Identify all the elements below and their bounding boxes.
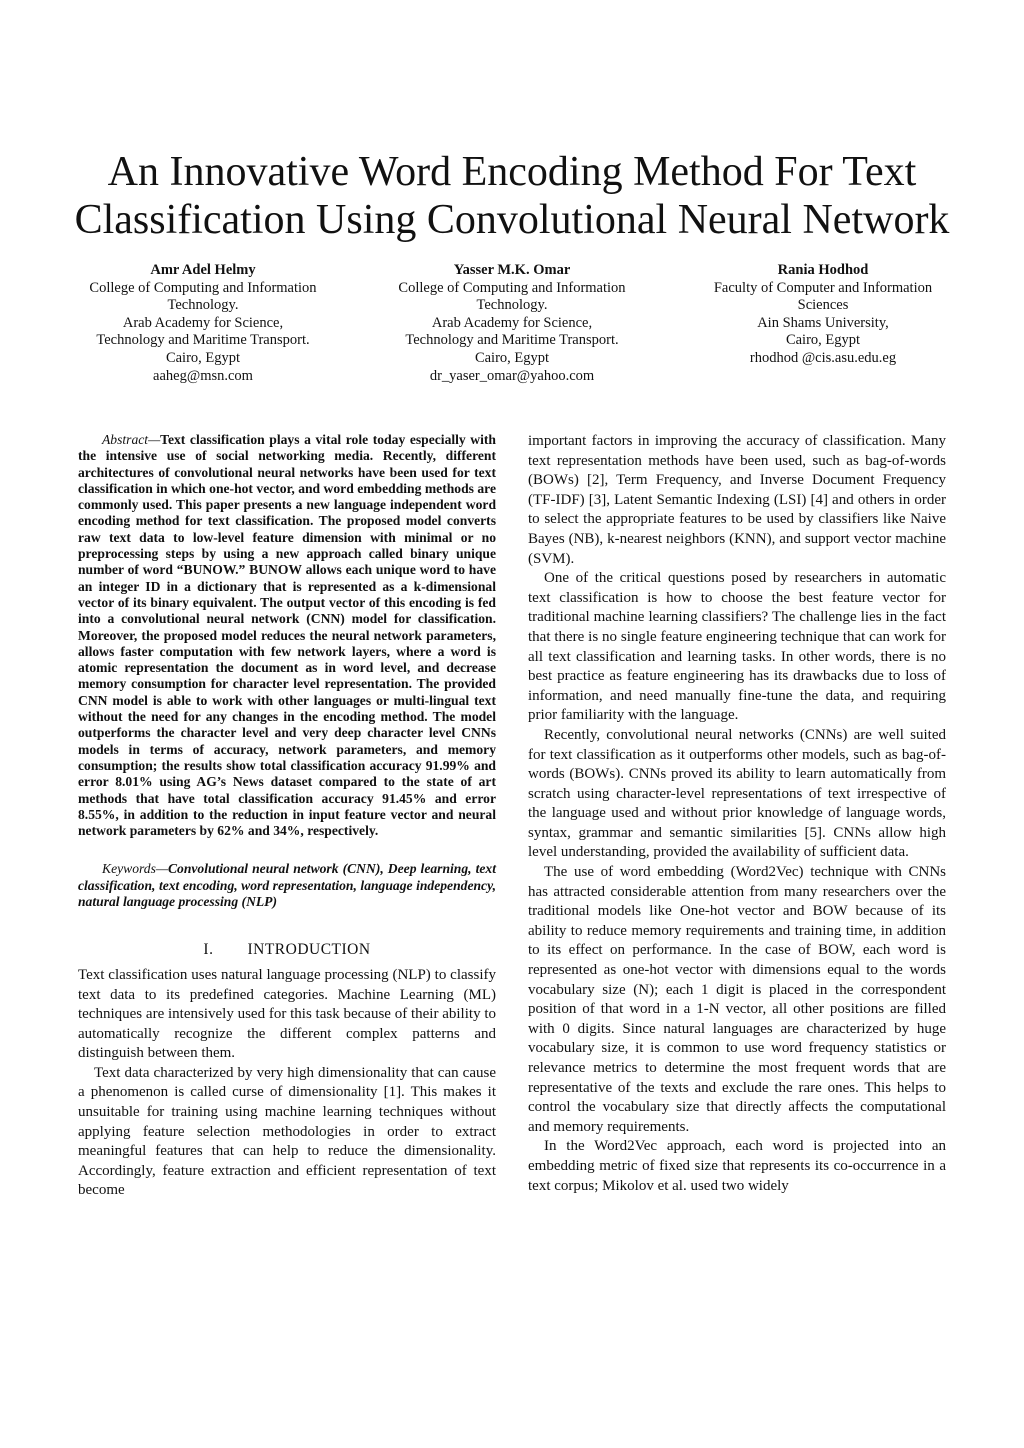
title-line-1: An Innovative Word Encoding Method For Text <box>107 149 917 196</box>
abstract-text: Text classification plays a vital role today especially with the intensive use of social networking media. Recently, different architectures of convolutional neural networks have been used for text classification in which one-hot vector, and word embedding methods are commonly used. This paper presents a new language independent word encoding method for text classification. The proposed model converts raw text data to low-level feature dimension with minimal or no preprocessing steps by using a new approach called binary unique number of word “BUNOW.” BUNOW allows each unique word to have an integer ID in a dictionary that is represented as a k-dimensional vector of its binary equivalent. The output vector of this encoding is fed into a convolutional neural network (CNN) model for classification. Moreover, the proposed model reduces the neural network parameters, allows faster computation with few network layers, where a word is atomic representation the document as in word level, and decrease memory consumption for character level representation. The provided CNN model is able to work with other languages or multi-lingual text without the need for any changes in the encoding method. The model outperforms the character level and very deep character level CNNs models in terms of accuracy, network parameters, and memory consumption; the results show total classification accuracy 91.99% and error 8.01% using AG’s News dataset compared to the state of art methods that have total classification accuracy 91.45% and error 8.55%, in addition to the reduction in input feature vector and neural network parameters by 62% and 34%, respectively. <box>78 432 496 839</box>
author-affiliation: Arab Academy for Science, <box>122 314 284 331</box>
left-column <box>78 432 496 1201</box>
author-1 <box>68 262 338 385</box>
author-affiliation: Arab Academy for Science, <box>431 314 593 331</box>
abstract <box>78 432 496 839</box>
author-affiliation: Sciences <box>797 297 849 314</box>
author-affiliation: Cairo, Egypt <box>165 349 241 366</box>
keywords <box>78 861 496 910</box>
section-heading-introduction <box>78 940 496 960</box>
body-paragraph: Recently, convolutional neural networks (CNNs) are well suited for text classification as it outperforms other models, such as bag-of-words (BOWs). CNNs proved its ability to learn automatically from scratch using character-level representations of text irrespective of the language used and without prior knowledge of language words, syntax, grammar and semantic similarities [5]. CNNs allow high level understanding, provided the availability of sufficient data. <box>528 726 946 861</box>
body-paragraph: important factors in improving the accuracy of classification. Many text representation methods have been used, such as bag-of-words (BOWs) [2], Term Frequency, and Inverse Document Frequency (TF-IDF) [3], Latent Semantic Indexing (LSI) [4] and others in order to select the appropriate features to be used by classifiers like Naive Bayes (NB), k-nearest neighbors (KNN), and support vector machine (SVM). <box>528 433 946 567</box>
section-title: INTRODUCTION <box>247 941 371 959</box>
paper-title <box>60 148 964 244</box>
author-2 <box>377 262 647 385</box>
section-number: I. <box>203 941 214 959</box>
author-name: Yasser M.K. Omar <box>453 262 571 278</box>
author-email[interactable]: rhodhod @cis.asu.edu.eg <box>749 349 897 366</box>
author-affiliation: Cairo, Egypt <box>785 332 861 349</box>
author-affiliation: Technology and Maritime Transport. <box>405 332 619 349</box>
author-affiliation: Ain Shams University, <box>757 314 889 331</box>
keywords-lead: Keywords— <box>102 861 168 877</box>
author-3 <box>688 262 958 368</box>
author-affiliation: Technology. <box>476 297 548 314</box>
author-affiliation: Technology. <box>167 297 239 314</box>
author-affiliation: Faculty of Computer and Information <box>713 279 933 296</box>
author-affiliation: Cairo, Egypt <box>474 349 550 366</box>
body-paragraph: Text data characterized by very high dimensionality that can cause a phenomenon is called curse of dimensionality [1]. This makes it unsuitable for training using machine learning techniques without applying feature selection methodologies in order to extract meaningful features that can help to reduce the dimensionality. Accordingly, feature extraction and efficient representation of text become <box>78 1064 496 1199</box>
abstract-lead: Abstract— <box>102 432 161 447</box>
author-name: Amr Adel Helmy <box>150 262 256 278</box>
author-email[interactable]: dr_yaser_omar@yahoo.com <box>429 367 595 384</box>
body-paragraph: One of the critical questions posed by researchers in automatic text classification is how to choose the best feature vector for traditional machine learning classifiers? The challenge lies in the fact that there is no single feature engineering technique that can work for all text classification and learning tasks. In other words, there is no best practice as feature engineering has its drawbacks due to loss of information, and need manually fine-tune the data, and requiring prior familiarity with the language. <box>528 570 946 724</box>
body-paragraph: In the Word2Vec approach, each word is projected into an embedding metric of fixed size that represents its co-occurrence in a text corpus; Mikolov et al. used two widely <box>528 1138 946 1194</box>
author-email[interactable]: aaheg@msn.com <box>153 367 253 384</box>
author-affiliation: College of Computing and Information <box>89 279 317 296</box>
right-column <box>528 432 946 1196</box>
author-affiliation: Technology and Maritime Transport. <box>96 332 310 349</box>
author-name: Rania Hodhod <box>777 262 869 278</box>
body-paragraph: The use of word embedding (Word2Vec) technique with CNNs has attracted considerable attention from many researchers over the traditional models like One-hot vector and BOW because of its ability to reduce memory requirements and training time, in addition to its effect on performance. In the case of BOW, each word is represented as one-hot vector with dimensions equal to the words vocabulary size (N); each 1 digit is placed in the correspondent position of that word in a 1-N vector, all other positions are filled with 0 digits. Since natural languages are characterized by huge vocabulary size, it is common to use word frequency statistics or relevance metrics to determine the most frequent words that are representative of the texts and exclude the rare ones. This helps to control the vocabulary size that directly affects the computational and memory requirements. <box>528 864 946 1135</box>
keywords-text: Convolutional neural network (CNN), Deep learning, text classification, text encoding, word representation, language independency, natural language processing (NLP) <box>78 861 496 910</box>
title-line-2: Classification Using Convolutional Neural Network <box>74 197 950 244</box>
body-paragraph: Text classification uses natural language processing (NLP) to classify text data to its predefined categories. Machine Learning (ML) techniques are intensively used for this task because of their ability to automatically recognize the different complex patterns and distinguish between them. <box>78 966 496 1062</box>
author-affiliation: College of Computing and Information <box>398 279 626 296</box>
